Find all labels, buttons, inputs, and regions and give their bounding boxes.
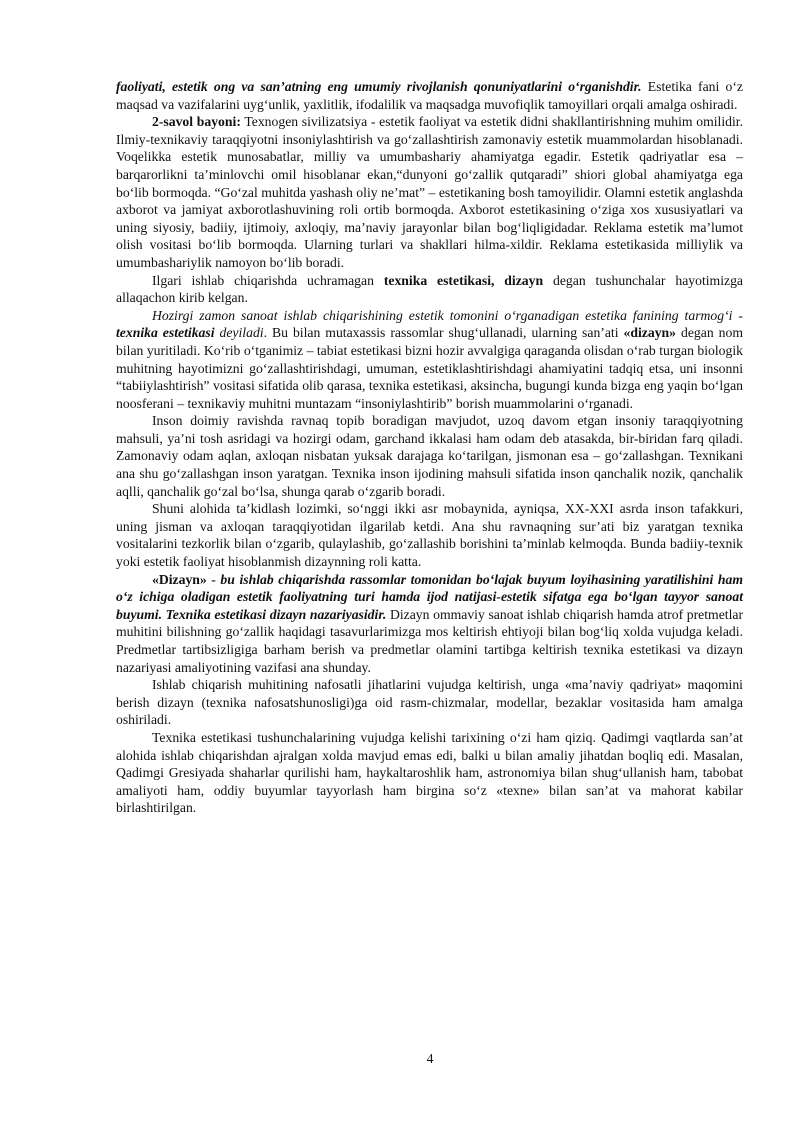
paragraph-3-bold: texnika estetikasi, dizayn <box>383 272 544 288</box>
paragraph-4-bold: «dizayn» <box>623 325 677 341</box>
paragraph-6 <box>116 500 743 570</box>
paragraph-3 <box>116 272 743 307</box>
paragraph-2-text: Texnogen sivilizatsiya - estetik faoliyat va estetik didni shakllantirishning muhim omilidir. Ilmiy-texnikaviy taraqqiyotni insoniylashtirish va go‘zallashtirish zamonaviy estetik muammolardan hisoblanadi. Voqelikka estetik munosabatlar, milliy va umumbashariy ahamiyatga egadir. Estetik qadriyatlar esa – barqarorlikni ta’minlovchi omil hisoblanar ekan,“dunyoni go‘zallik qutqaradi” shiori global ahamiyatga ega bo‘lib bormoqda. “Go‘zal muhitda yashash oliy ne’mat” – estetikaning bosh tamoyilidir. Olamni estetik anglashda axborot va jamiyat axborotlashuvining roli ortib bormoqda. Axborot estetikasining o‘ziga xos xususiyatlari va uning siyosiy, badiiy, ijtimoiy, axloqiy, ma’naviy jarayonlar bilan bog‘liqligidadar. Reklama estetik ma’lumot olish vositasi bo‘lib bormoqda. Ularning turlari va shakllari hilma-xildir. Reklama estetikasida milliylik va umumbashariylik namoyon bo‘lib boradi. <box>116 114 743 270</box>
paragraph-8-text: Ishlab chiqarish muhitining nafosatli jihatlarini vujudga keltirish, unga «ma’naviy qadriyat» maqomini berish dizayn (texnika nafosatshunosligi)ga oid rasm-chizmalar, modellar, bezaklar vositasida ham amalga oshiriladi. <box>116 677 743 728</box>
paragraph-4-term: texnika estetikasi <box>116 325 215 341</box>
paragraph-4-italic-b: deyiladi <box>214 325 264 341</box>
paragraph-3-text-a: Ilgari ishlab chiqarishda uchramagan <box>152 272 384 288</box>
paragraph-2 <box>116 113 743 271</box>
paragraph-4-text-a: . Bu bilan mutaxassis rassomlar shug‘ullanadi, ularning san’ati <box>263 325 624 341</box>
paragraph-7-text: Dizayn ommaviy sanoat ishlab chiqarish hamda atrof pretmetlar muhitini bilishning go‘zallik haqidagi tasavurlarimizga mos keltirish ehtiyoji bilan bog‘liq xolda vujudga keladi. Predmetlar tartibsizligiga barham berish va predmetlar olamini tartibga keltirish texnika estetikasi va dizayn nazariyasi amaliyotining vazifasi ana shunday. <box>116 606 744 675</box>
paragraph-4-italic-a: Hozirgi zamon sanoat ishlab chiqarishining estetik tomonini o‘rganadigan estetika fanining tarmog‘i - <box>152 307 743 323</box>
paragraph-1-lead: faoliyati, estetik ong va san’atning eng umumiy rivojlanish qonuniyatlarini o‘rganishdir. <box>116 79 642 94</box>
paragraph-7 <box>116 571 743 677</box>
paragraph-7-bold: «Dizayn» <box>152 571 207 587</box>
paragraph-9-text: Texnika estetikasi tushunchalarining vujudga kelishi tarixining o‘zi ham qiziq. Qadimgi vaqtlarda san’at alohida ishlab chiqarishdan ajralgan xolda mavjud emas edi, balki u bilan amaliy jihatdan boqliq edi. Masalan, Qadimgi Gresiyada shaharlar qurilishi ham, haykaltaroshlik ham, astronomiya bilan shug‘ullanish ham, tabobat amaliyoti ham, oddiy buyumlar tayyorlash ham birgina so‘z «texne» bilan san’at va mahorat kabilar birlashtirilgan. <box>116 729 743 816</box>
paragraph-2-lead: 2-savol bayoni: <box>152 114 241 130</box>
paragraph-9 <box>116 729 743 817</box>
paragraph-1-text: Estetika fani o‘z maqsad va vazifalarini uyg‘unlik, yaxlitlik, ifodalilik va maqsadga muvofiqlik tamoyillari orqali amalga oshiradi. <box>116 79 743 112</box>
paragraph-7-definition: - bu ishlab chiqarishda rassomlar tomonidan bo‘lajak buyum loyihasining yaratilishini ham o‘z ichiga oladigan estetik faoliyatning turi hamda ijod natijasi-estetik sifatga ega bo‘lgan tayyor sanoat buyumi. Texnika estetikasi dizayn nazariyasidir. <box>116 571 743 622</box>
paragraph-4-text-b: degan nom bilan yuritiladi. Ko‘rib o‘tganimiz – tabiat estetikasi bizni hozir avvalgiga qaraganda olisdan o‘rab turgan biologik muhitning hayotimizni go‘zallashtirishdagi, umuman, estetiklashtirishdagi ahamiyatini tadqiq etsa, uni insonni “tabiiylashtirish” vositasi sifatida olib qarasa, texnika estetikasi, aksincha, bugungi kunda bizga eng yaqin bo‘lgan noosferani – texnikaviy muhitni muntazam “insoniylashtirib” borish muammolarini o‘rganadi. <box>116 325 743 411</box>
paragraph-1 <box>116 78 743 113</box>
paragraph-5-text: Inson doimiy ravishda ravnaq topib boradigan mavjudot, uzoq davom etgan insoniy taraqqiyotning mahsuli, ya’ni tosh asridagi va hozirgi odam, garchand ikkalasi ham odam deb atasakda, bir-biridan farq qiladi. Zamonaviy odam aqlan, axloqan nisbatan yuksak darajaga ko‘tarilgan, jismonan esa – go‘zallashgan. Texnikani ana shu go‘zallashgan inson yaratgan. Texnika inson ijodining mahsuli sifatida inson qanchalik nozik, qanchalik aqlli, qanchalik go‘zal bo‘lsa, shunga qarab o‘zgarib boradi. <box>116 413 743 499</box>
paragraph-8 <box>116 676 743 729</box>
paragraph-5 <box>116 412 743 500</box>
paragraph-3-text-b: degan tushunchalar hayotimizga allaqachon kirib kelgan. <box>116 272 744 306</box>
document-body <box>116 78 743 817</box>
page-number: 4 <box>426 1051 434 1066</box>
paragraph-4 <box>116 307 743 413</box>
paragraph-6-text: Shuni alohida ta’kidlash lozimki, so‘nggi ikki asr mobaynida, ayniqsa, XX-XXI asrda inson tafakkuri, uning jisman va axloqan taraqqiyotidan ilgarilab ketdi. Ana shu ravnaqning sur’ati biz yaratgan texnika vositalarini tezkorlik bilan o‘zgarib, qulaylashib, go‘zallashib borishini ta’minlab kelmoqda. Bunda badiiy-texnik yoki estetik faoliyat hisoblanmish dizaynning roli katta. <box>116 501 743 570</box>
